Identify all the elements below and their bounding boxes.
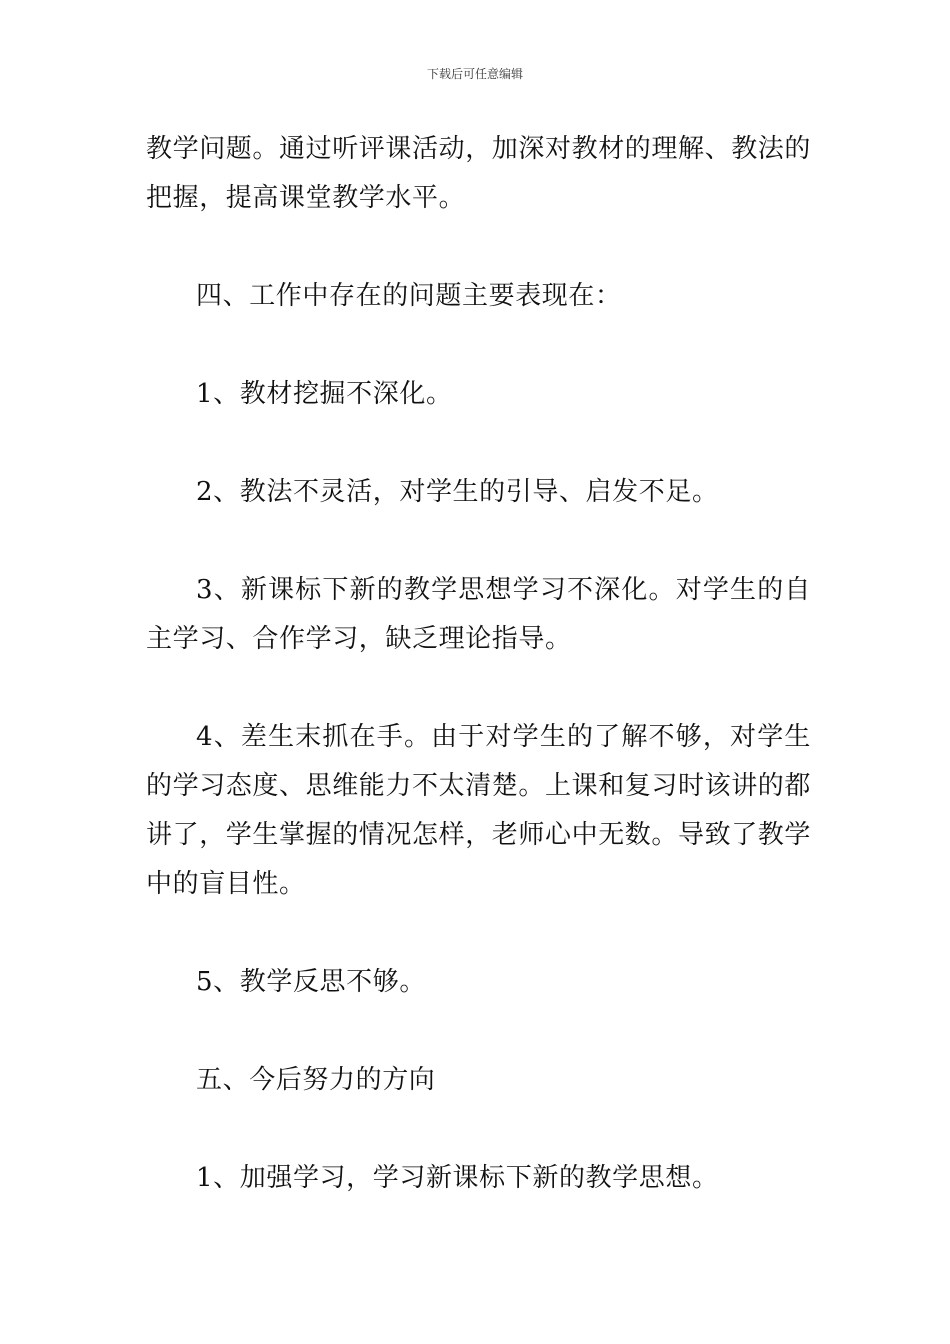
problem-item-2: 2、教法不灵活，对学生的引导、启发不足。 (196, 477, 719, 507)
paragraph-continuation: 教学问题。通过听评课活动，加深对教材的理解、教法的把握，提高课堂教学水平。 (146, 134, 812, 213)
problem-item-3: 3、新课标下新的教学思想学习不深化。对学生的自主学习、合作学习，缺乏理论指导。 (146, 575, 811, 654)
problem-item-4: 4、差生末抓在手。由于对学生的了解不够，对学生的学习态度、思维能力不太清楚。上课和复习时该讲的都讲了，学生掌握的情况怎样，老师心中无数。导致了教学中的盲目性。 (146, 722, 812, 899)
section-heading-future: 五、今后努力的方向 (196, 1065, 436, 1095)
problem-item-5: 5、教学反思不够。 (196, 967, 426, 997)
document-body (146, 125, 811, 1203)
future-item-1: 1、加强学习，学习新课标下新的教学思想。 (196, 1163, 719, 1193)
page-header: 下载后可任意编辑 (426, 67, 523, 81)
section-heading-problems: 四、工作中存在的问题主要表现在： (196, 281, 622, 311)
problem-item-1: 1、教材挖掘不深化。 (196, 379, 453, 409)
